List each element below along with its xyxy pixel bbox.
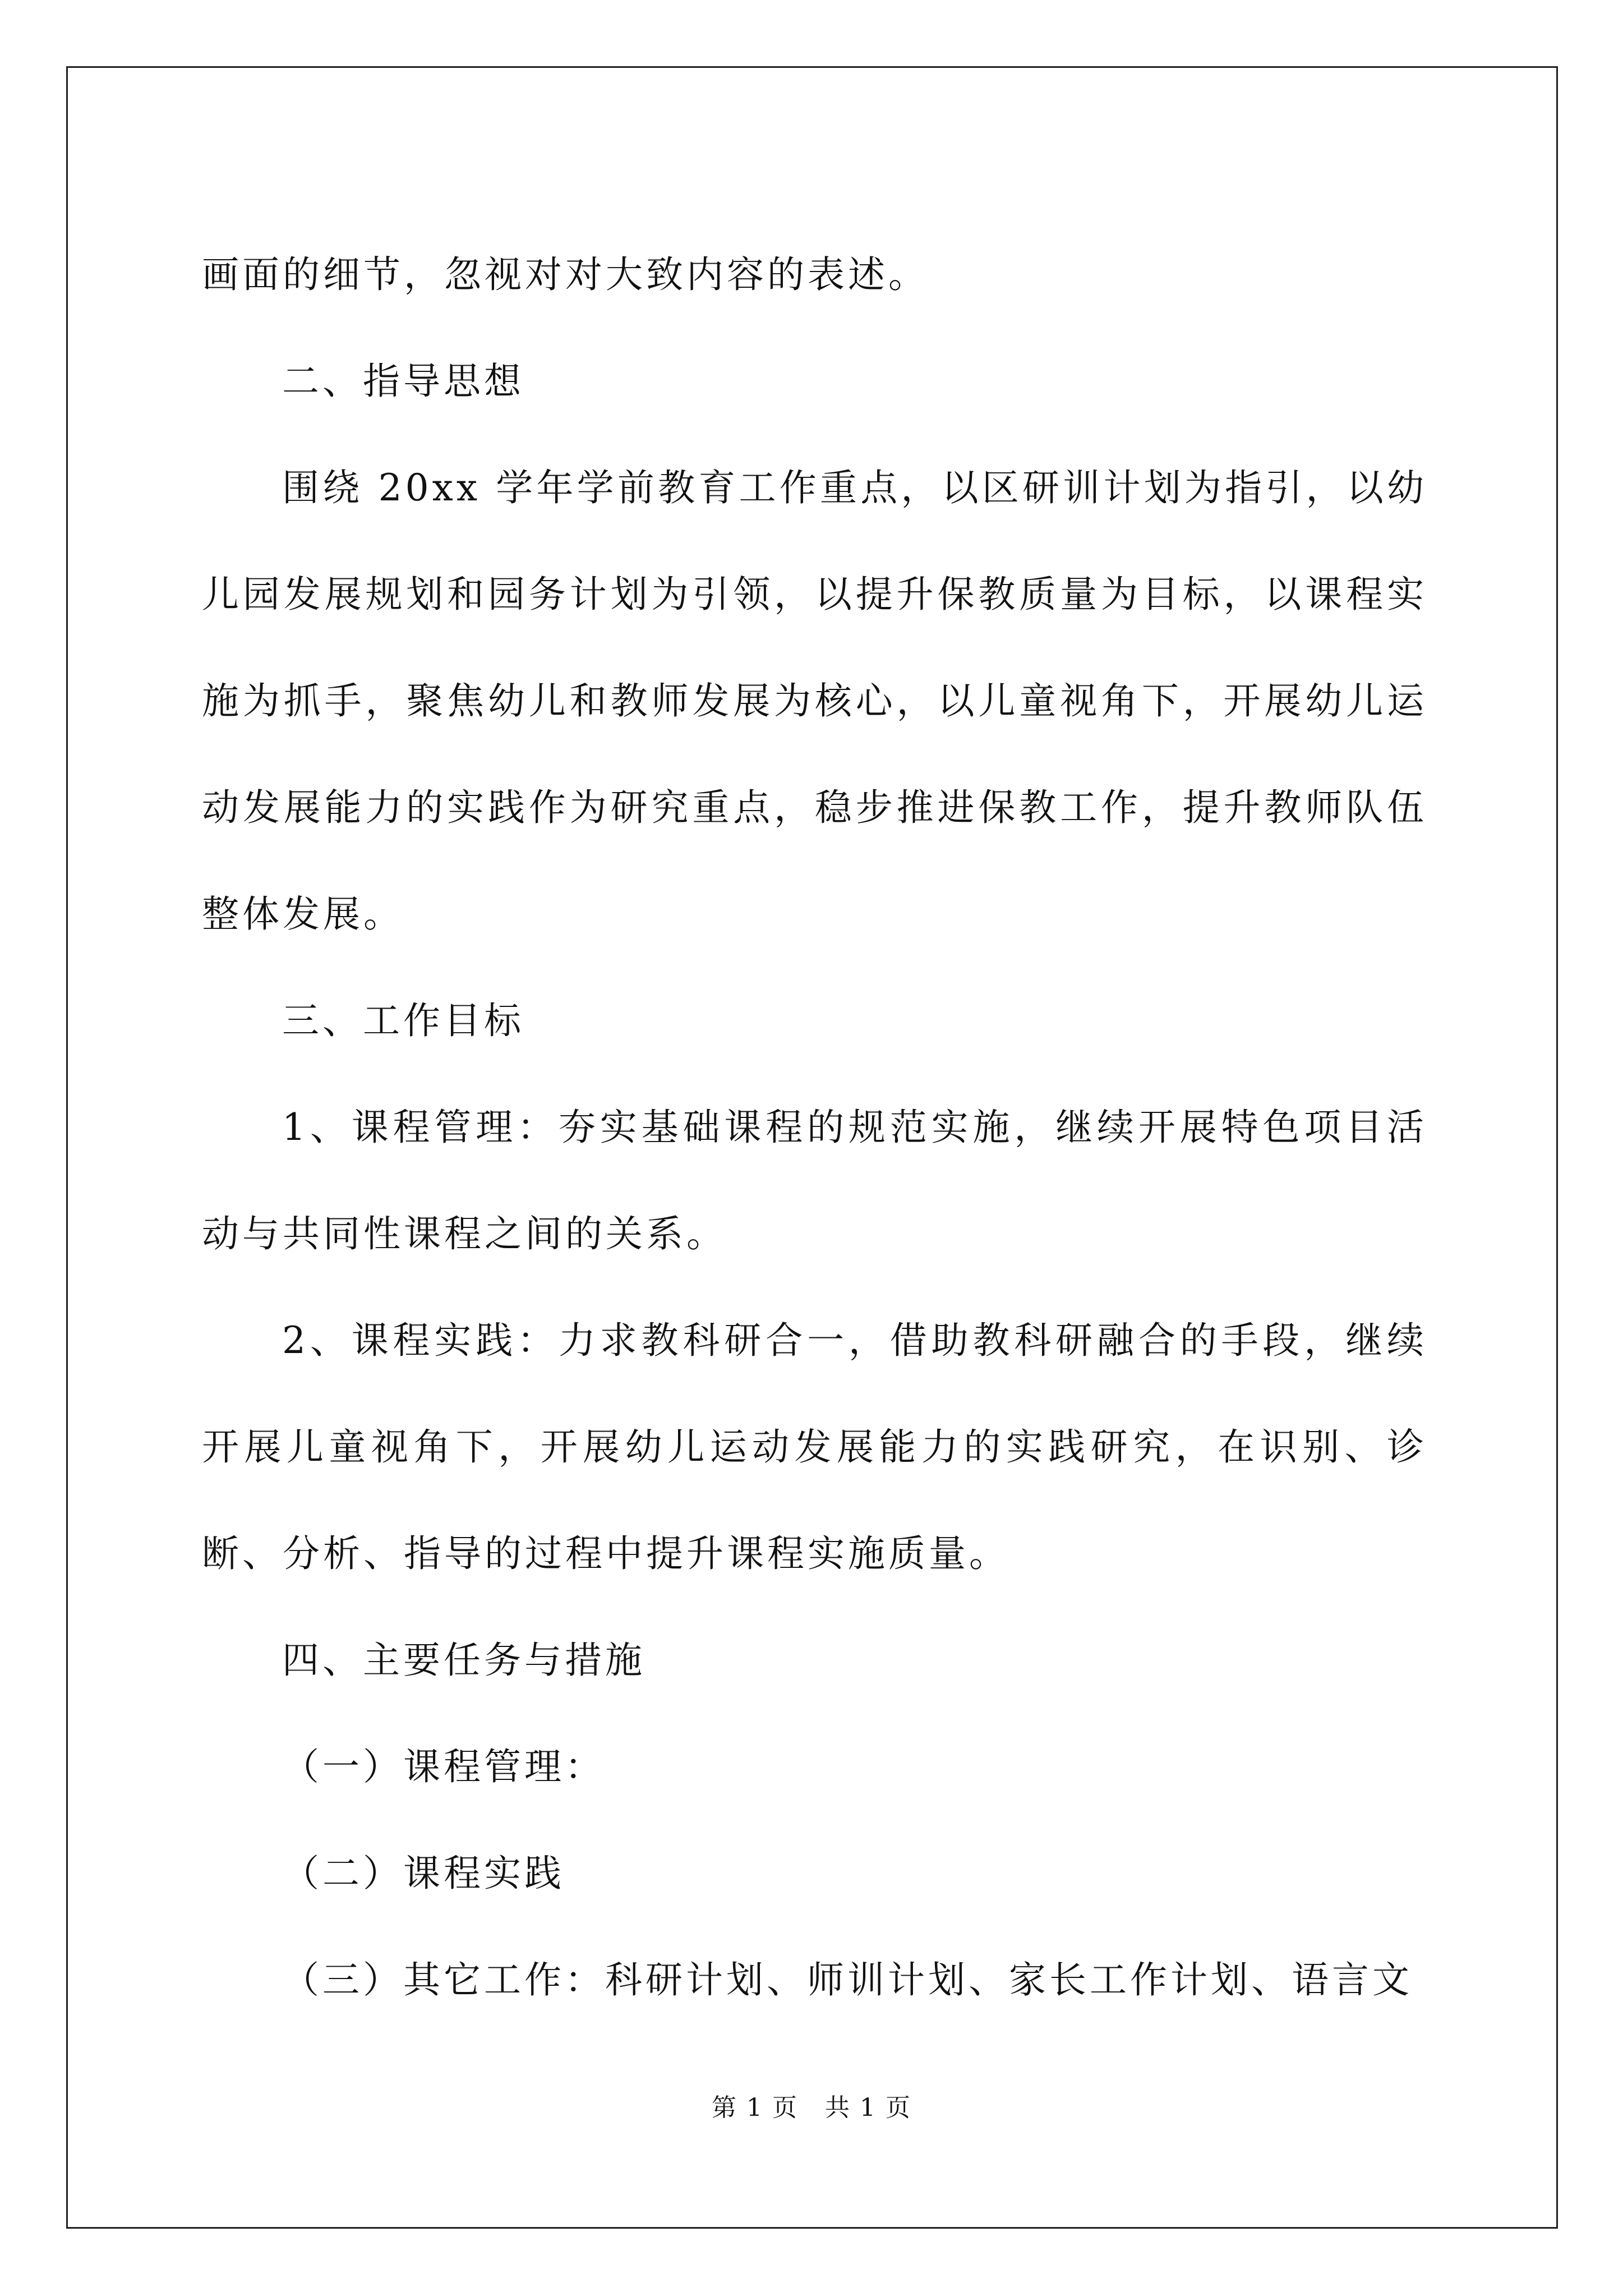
page-footer — [0, 2091, 1623, 2125]
paragraph-goal-curriculum-management: 1、课程管理：夯实基础课程的规范实施，继续开展特色项目活动与共同性课程之间的关系。 — [202, 1106, 1427, 1255]
section-heading-work-goals: 三、工作目标 — [282, 999, 524, 1042]
subheading-curriculum-practice: （二）课程实践 — [282, 1852, 565, 1895]
section-heading-main-tasks: 四、主要任务与措施 — [282, 1639, 645, 1682]
section-heading-guiding-thought: 二、指导思想 — [282, 360, 524, 403]
paragraph-continuation: 画面的细节，忽视对对大致内容的表述。 — [202, 253, 929, 296]
paragraph-guiding-thought: 围绕 20xx 学年学前教育工作重点，以区研训计划为指引，以幼儿园发展规划和园务计划为引领，以提升保教质量为目标，以课程实施为抓手，聚焦幼儿和教师发展为核心，以儿童视角下，开展幼儿运动发展能力的实践作为研究重点，稳步推进保教工作，提升教师队伍整体发展。 — [202, 466, 1427, 936]
subheading-other-work: （三）其它工作：科研计划、师训计划、家长工作计划、语言文 — [282, 1958, 1413, 2001]
page-number: 第 1 页 — [712, 2093, 799, 2122]
paragraph-goal-curriculum-practice: 2、课程实践：力求教科研合一，借助教科研融合的手段，继续开展儿童视角下，开展幼儿运动发展能力的实践研究，在识别、诊断、分析、指导的过程中提升课程实施质量。 — [202, 1319, 1427, 1575]
page-total: 共 1 页 — [824, 2093, 911, 2122]
subheading-curriculum-management: （一）课程管理： — [282, 1745, 605, 1788]
document-body — [202, 222, 1427, 2033]
